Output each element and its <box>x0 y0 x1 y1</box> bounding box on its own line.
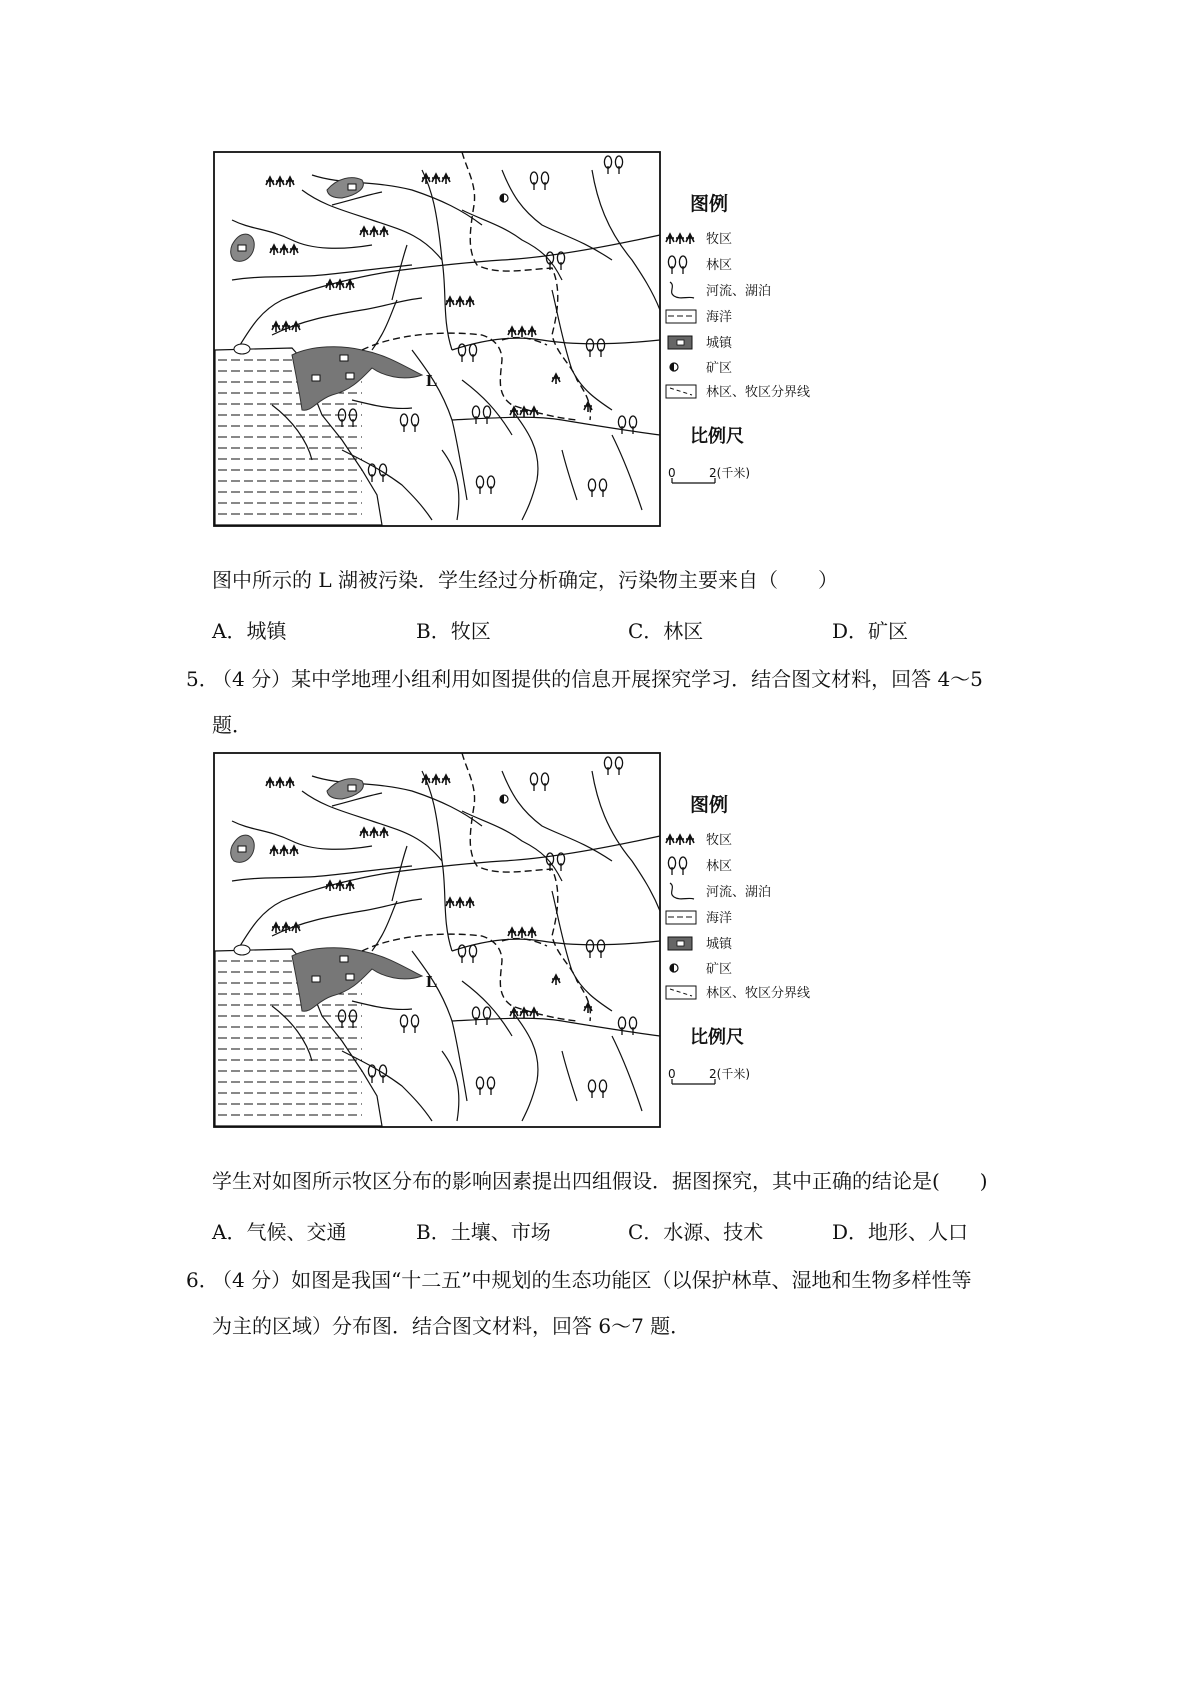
legend-label: 牧区 <box>706 833 733 848</box>
q4-option-a[interactable]: A．城镇 <box>212 619 287 643</box>
q4-stem: 图中所示的 L 湖被污染．学生经过分析确定，污染物主要来自（ ） <box>212 568 838 592</box>
legend-label: 城镇 <box>706 336 733 351</box>
scale-title: 比例尺 <box>690 1027 744 1048</box>
legend-item-forest <box>668 256 732 274</box>
pasture-symbol <box>360 828 388 838</box>
pasture-symbol <box>508 327 536 337</box>
town-icon <box>348 785 356 791</box>
scale-value-label: 2(千米) <box>709 1067 750 1081</box>
q5-option-b[interactable]: B．土壤、市场 <box>416 1220 551 1244</box>
q5-option-c[interactable]: C．水源、技术 <box>628 1220 764 1244</box>
scale-title: 比例尺 <box>690 426 744 447</box>
lake-label: L <box>426 371 438 390</box>
river-icon <box>670 883 694 899</box>
mine-icon <box>500 194 508 202</box>
legend-item-pasture <box>666 832 732 848</box>
legend-item-pasture <box>666 231 732 247</box>
legend-item-boundary <box>666 384 810 400</box>
legend-item-ocean <box>666 310 732 325</box>
pasture-symbol <box>272 322 300 332</box>
scale-value-label: 2(千米) <box>709 466 750 480</box>
pasture-symbol <box>326 881 354 891</box>
forest-icon <box>668 256 686 274</box>
pasture-symbol <box>510 1008 538 1018</box>
mine-icon <box>670 964 678 972</box>
scale-zero-label: 0 <box>668 466 676 480</box>
pasture-symbol <box>272 923 300 933</box>
town-icon <box>340 355 348 361</box>
pasture-symbol <box>422 775 450 785</box>
legend-label: 矿区 <box>706 962 733 977</box>
q5-option-a[interactable]: A．气候、交通 <box>212 1220 347 1244</box>
map-figure-1 <box>212 150 912 560</box>
legend-item-mine <box>670 361 732 376</box>
scale-zero-label: 0 <box>668 1067 676 1081</box>
mine-icon <box>500 795 508 803</box>
river-icon <box>670 282 694 298</box>
town-icon <box>238 245 246 251</box>
pasture-symbol <box>270 846 298 856</box>
pasture-symbol <box>270 245 298 255</box>
legend-item-boundary <box>666 985 810 1001</box>
legend-label: 河流、湖泊 <box>706 885 772 900</box>
legend-item-forest <box>668 857 732 875</box>
legend-label: 林区 <box>706 859 733 874</box>
estuary-icon <box>234 945 250 955</box>
town-legend-icon <box>668 937 692 950</box>
town-icon <box>346 974 354 980</box>
boundary-icon <box>666 986 696 999</box>
q4-option-b[interactable]: B．牧区 <box>416 619 491 643</box>
legend-item-river <box>670 883 771 900</box>
legend-title: 图例 <box>690 794 729 816</box>
q5-intro-line2: 题． <box>212 713 252 737</box>
legend-label: 林区 <box>706 258 733 273</box>
legend <box>666 793 810 1084</box>
pasture-symbol <box>446 297 474 307</box>
legend-label: 林区、牧区分界线 <box>706 385 811 400</box>
legend-label: 海洋 <box>706 911 733 926</box>
town-icon <box>346 373 354 379</box>
pasture-symbol <box>360 227 388 237</box>
legend-item-town <box>668 936 733 952</box>
town-icon <box>312 375 320 381</box>
legend-item-ocean <box>666 911 732 926</box>
town-icon <box>348 184 356 190</box>
pasture-symbol <box>508 928 536 938</box>
q5-intro-line1: （4 分）某中学地理小组利用如图提供的信息开展探究学习．结合图文材料，回答 4～5 <box>212 667 983 691</box>
ocean-icon <box>666 911 696 924</box>
legend-title: 图例 <box>690 193 729 215</box>
pasture-symbol <box>422 174 450 184</box>
legend-label: 城镇 <box>706 937 733 952</box>
map-area <box>214 152 660 526</box>
town-legend-icon <box>668 336 692 349</box>
q5-stem: 学生对如图所示牧区分布的影响因素提出四组假设．据图探究，其中正确的结论是( ) <box>212 1169 988 1193</box>
pasture-symbol <box>326 280 354 290</box>
pasture-symbol <box>510 407 538 417</box>
pasture-icon <box>666 234 694 244</box>
pasture-symbol <box>446 898 474 908</box>
legend-item-mine <box>670 962 732 977</box>
lake-label: L <box>426 972 438 991</box>
estuary-icon <box>234 344 250 354</box>
q4-option-d[interactable]: D．矿区 <box>832 619 909 643</box>
town-icon <box>340 956 348 962</box>
town-icon <box>238 846 246 852</box>
pasture-symbol <box>266 778 294 788</box>
pasture-symbol <box>266 177 294 187</box>
map-area <box>214 753 660 1127</box>
forest-icon <box>668 857 686 875</box>
q6-number: 6． <box>186 1268 219 1292</box>
boundary-icon <box>666 385 696 398</box>
legend-label: 牧区 <box>706 232 733 247</box>
mine-icon <box>670 363 678 371</box>
legend-item-river <box>670 282 771 299</box>
legend-label: 林区、牧区分界线 <box>706 986 811 1001</box>
legend-label: 河流、湖泊 <box>706 284 772 299</box>
pasture-icon <box>666 835 694 845</box>
ocean-icon <box>666 310 696 323</box>
q5-number: 5． <box>186 667 219 691</box>
q4-option-c[interactable]: C．林区 <box>628 619 704 643</box>
legend <box>666 192 810 483</box>
q6-intro-line2: 为主的区域）分布图．结合图文材料，回答 6～7 题． <box>212 1314 691 1338</box>
legend-item-town <box>668 335 733 351</box>
legend-label: 海洋 <box>706 310 733 325</box>
q5-option-d[interactable]: D．地形、人口 <box>832 1220 969 1244</box>
q6-intro-line1: （4 分）如图是我国“十二五”中规划的生态功能区（以保护林草、湿地和生物多样性等 <box>212 1268 972 1292</box>
map-figure-2 <box>212 751 912 1161</box>
town-icon <box>312 976 320 982</box>
legend-label: 矿区 <box>706 361 733 376</box>
